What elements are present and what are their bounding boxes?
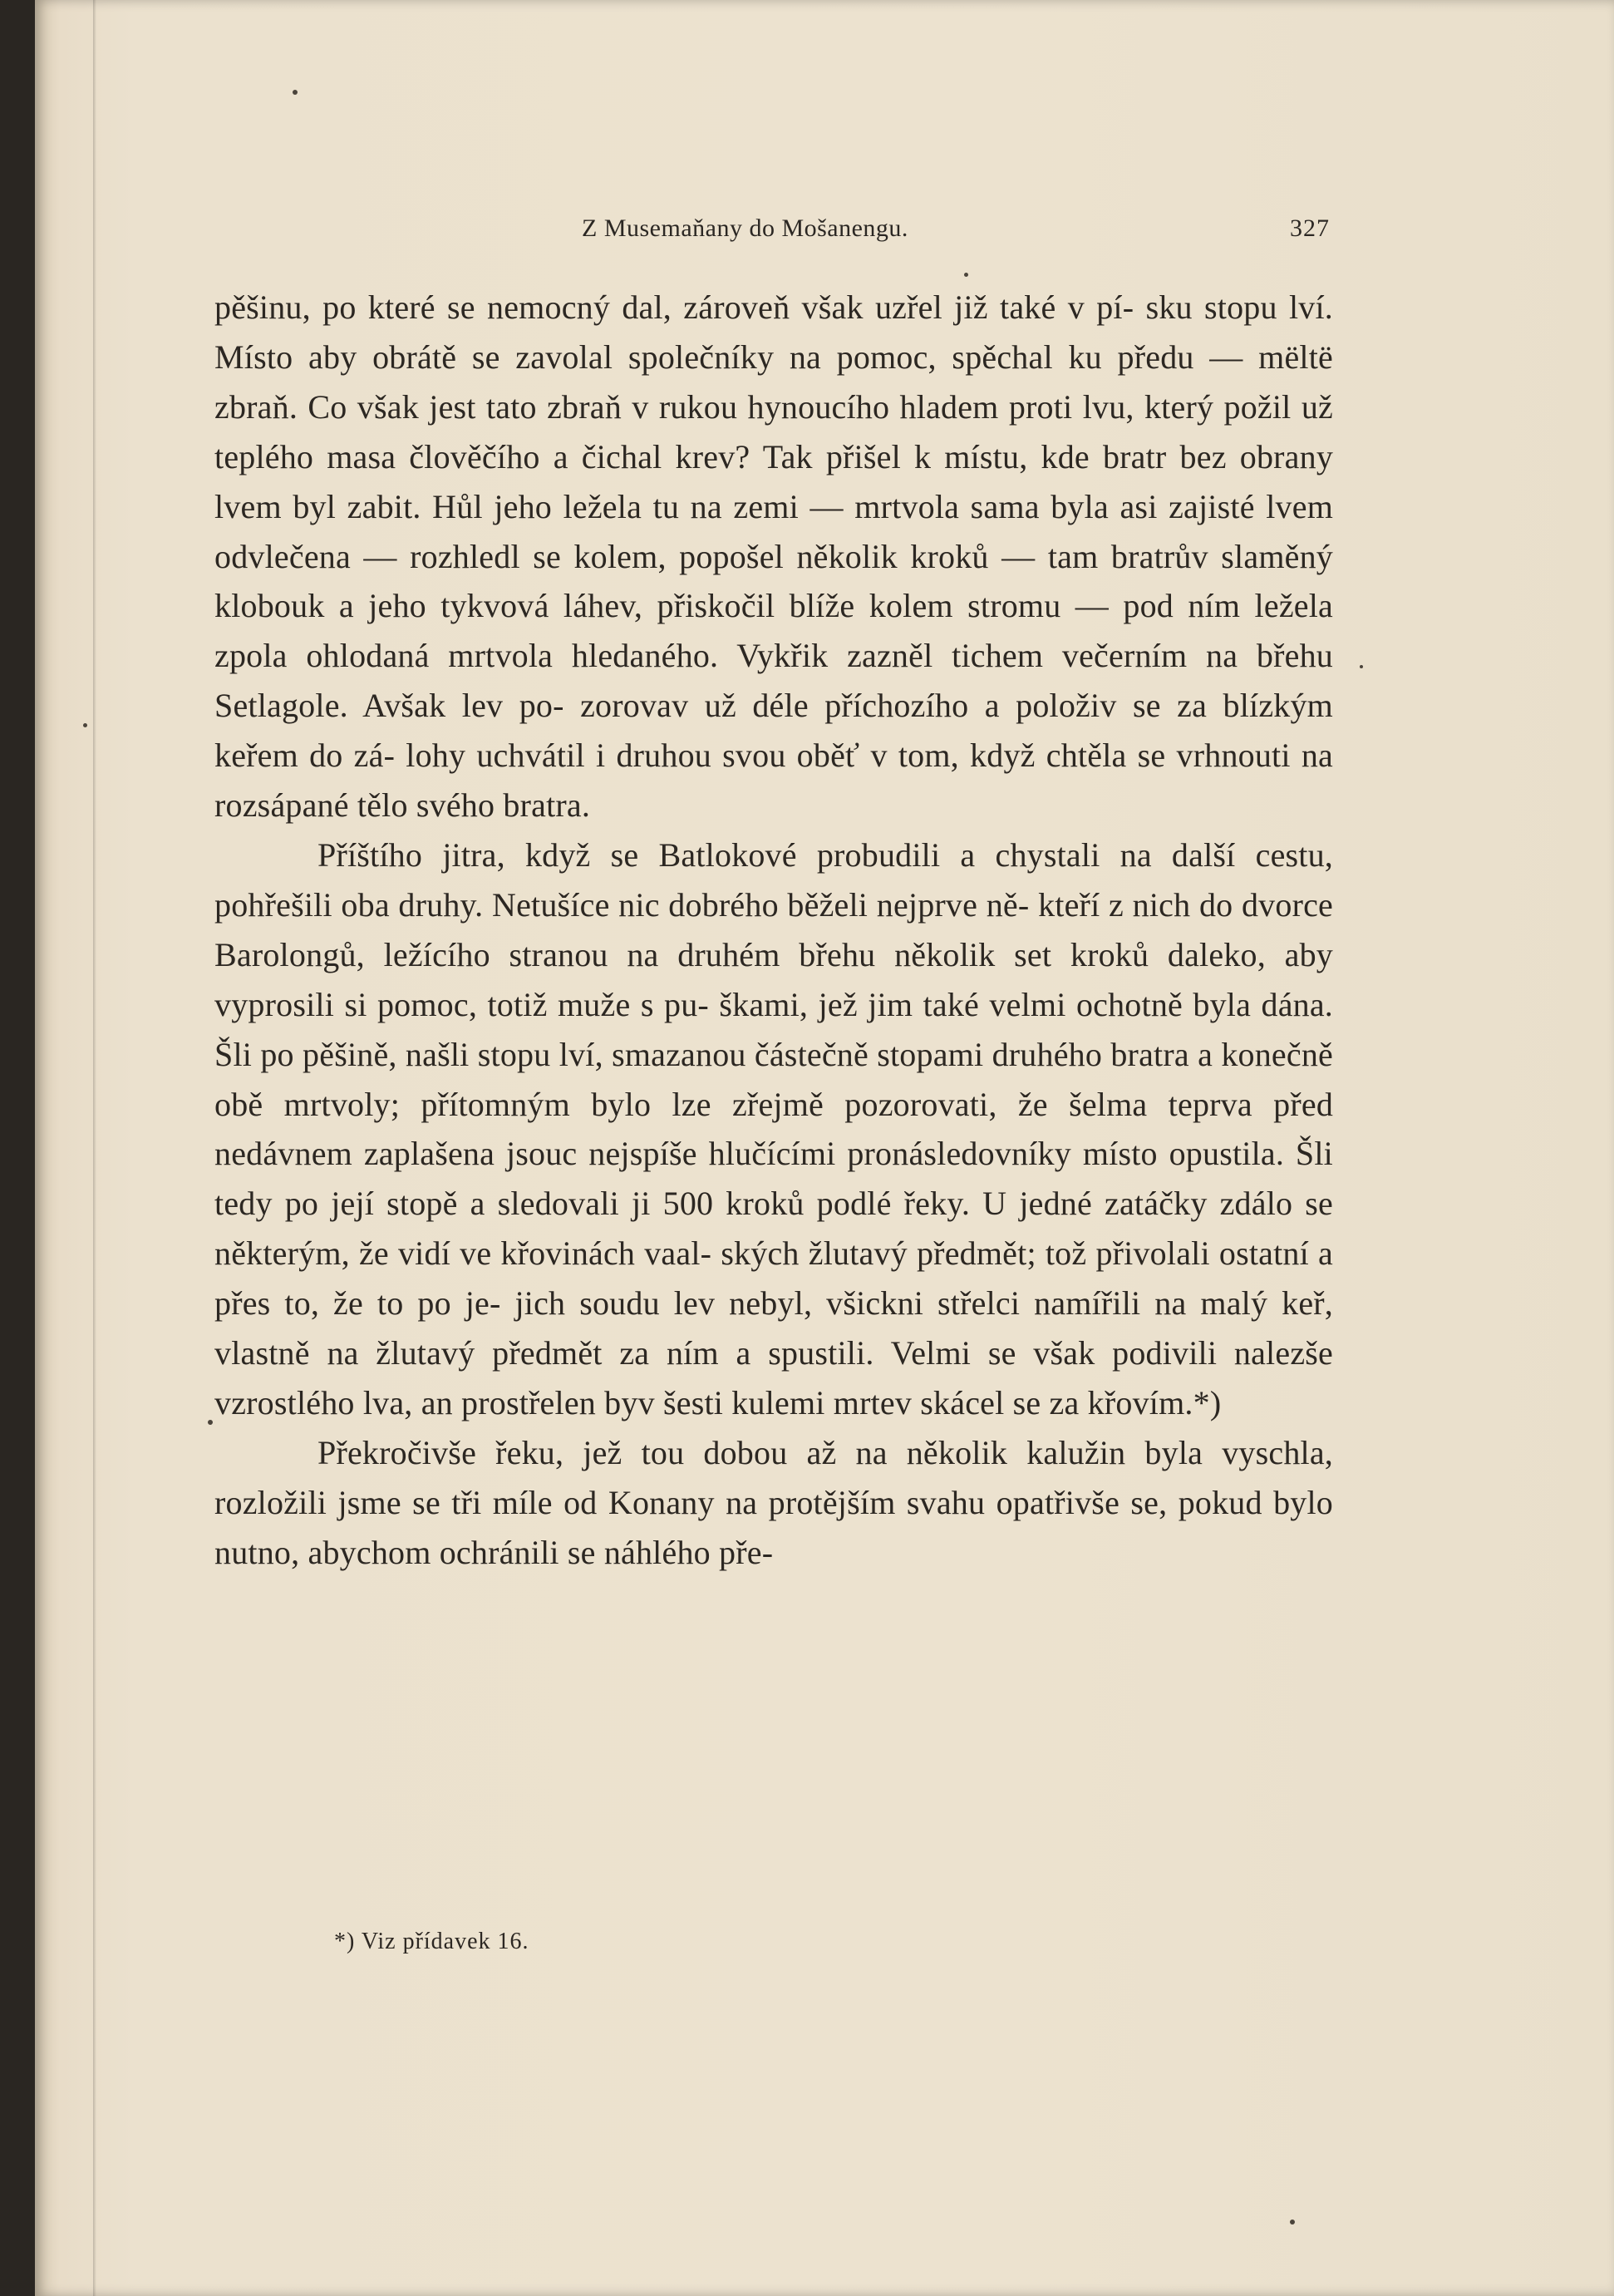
text-line: kteří z nich do dvorce Barolongů, ležícího stranou na druhém břehu: [214, 885, 1334, 973]
ink-speck: [1360, 665, 1363, 668]
paragraph-3: [214, 1428, 1333, 1578]
text-line: mrtvoly; přítomným bylo lze zřejmě pozorovati, že šelma teprva: [283, 1085, 1252, 1123]
text-line: Příštího jitra, když se Batlokové probudili a chystali na další: [317, 835, 1236, 874]
text-line: cestu, pohřešili oba druhy. Netušíce nic dobrého běželi nejprve ně-: [214, 835, 1334, 924]
text-line: lvem odvlečena — rozhledl se kolem, popošel několik kroků —: [214, 487, 1334, 575]
text-line: tam bratrův slaměný klobouk a jeho tykvová láhev, přiskočil blíže: [214, 537, 1333, 625]
text-line: opatřivše se, pokud bylo nutno, abychom ochránili se náhlého pře-: [214, 1483, 1334, 1571]
page-header: [233, 214, 1330, 258]
text-line: před nedávnem zaplašena jsouc nejspíše hlučícími pronásledovníky: [214, 1085, 1334, 1173]
text-line: hynoucího hladem proti lvu, který požil už teplého masa člověčího: [214, 387, 1333, 475]
text-line: místo opustila. Šli tedy po její stopě a sledovali ji 500 kroků podlé: [214, 1135, 1333, 1223]
paragraph-1: [214, 283, 1333, 830]
ink-speck: [83, 723, 87, 727]
text-line: rozsápané tělo svého bratra.: [214, 786, 591, 825]
text-line: křovím.*): [1087, 1383, 1222, 1421]
text-line: řeky. U jedné zatáčky zdálo se některým, že vidí ve křovinách vaal-: [214, 1185, 1334, 1273]
text-line: vzrostlého lva, an prostřelen byv šesti kulemi mrtev skácel se za: [214, 1383, 1080, 1421]
text-line: spěchal ku předu — mëltë zbraň. Co však jest tato zbraň v rukou: [214, 338, 1333, 426]
ink-speck: [208, 1420, 213, 1425]
ink-speck: [964, 273, 968, 277]
body-text: [214, 283, 1333, 1578]
text-line: a čichal krev? Tak přišel k místu, kde bratr bez obrany lvem byl: [214, 437, 1334, 525]
text-line: zorovav už déle příchozího a položiv se za blízkým keřem do zá-: [214, 687, 1333, 775]
text-line: sku stopu lví. Místo aby obrátě se zavolal společníky na pomoc,: [214, 288, 1334, 376]
footnote: *) Viz přídavek 16.: [334, 1929, 529, 1954]
text-line: stopu lví, smazanou částečně stopami druhého bratra a konečně obě: [214, 1035, 1333, 1123]
text-line: zabit. Hůl jeho ležela tu na zemi — mrtvola sama byla asi zajisté: [347, 487, 1255, 525]
text-line: Překročivše řeku, jež tou dobou až na několik kalužin byla: [317, 1433, 1203, 1471]
text-line: ských žlutavý předmět; tož přivolali ostatní a přes to, že to po je-: [214, 1234, 1334, 1323]
ink-speck: [1290, 2220, 1295, 2225]
page-number: 327: [1290, 214, 1330, 242]
text-line: pěšinu, po které se nemocný dal, zároveň však uzřel již také v pí-: [214, 288, 1134, 326]
text-line: několik set kroků daleko, aby vyprosili si pomoc, totiž muže s pu-: [214, 935, 1333, 1023]
text-line: Vykřik zazněl tichem večerním na břehu Setlagole. Avšak lev po-: [214, 637, 1333, 725]
ink-speck: [293, 90, 298, 95]
text-line: lohy uchvátil i druhou svou oběť v tom, když chtěla se vrhnouti na: [406, 737, 1333, 775]
text-line: škami, jež jim také velmi ochotně byla dána. Šli po pěšině, našli: [214, 985, 1334, 1073]
text-line: jich soudu lev nebyl, všickni střelci namířili na malý keř, vlastně: [214, 1284, 1334, 1372]
text-line: na žlutavý předmět za ním a spustili. Velmi se však podivili nalezše: [327, 1334, 1333, 1372]
text-line: vyschla, rozložili jsme se tři míle od Konany na protějším svahu: [214, 1433, 1333, 1521]
page-fold-shadow: [93, 0, 96, 2296]
running-title: Z Musemaňany do Mošanengu.: [582, 214, 908, 242]
text-line: kolem stromu — pod ním ležela zpola ohlodaná mrtvola hledaného.: [214, 587, 1333, 675]
paragraph-2: [214, 830, 1333, 1428]
